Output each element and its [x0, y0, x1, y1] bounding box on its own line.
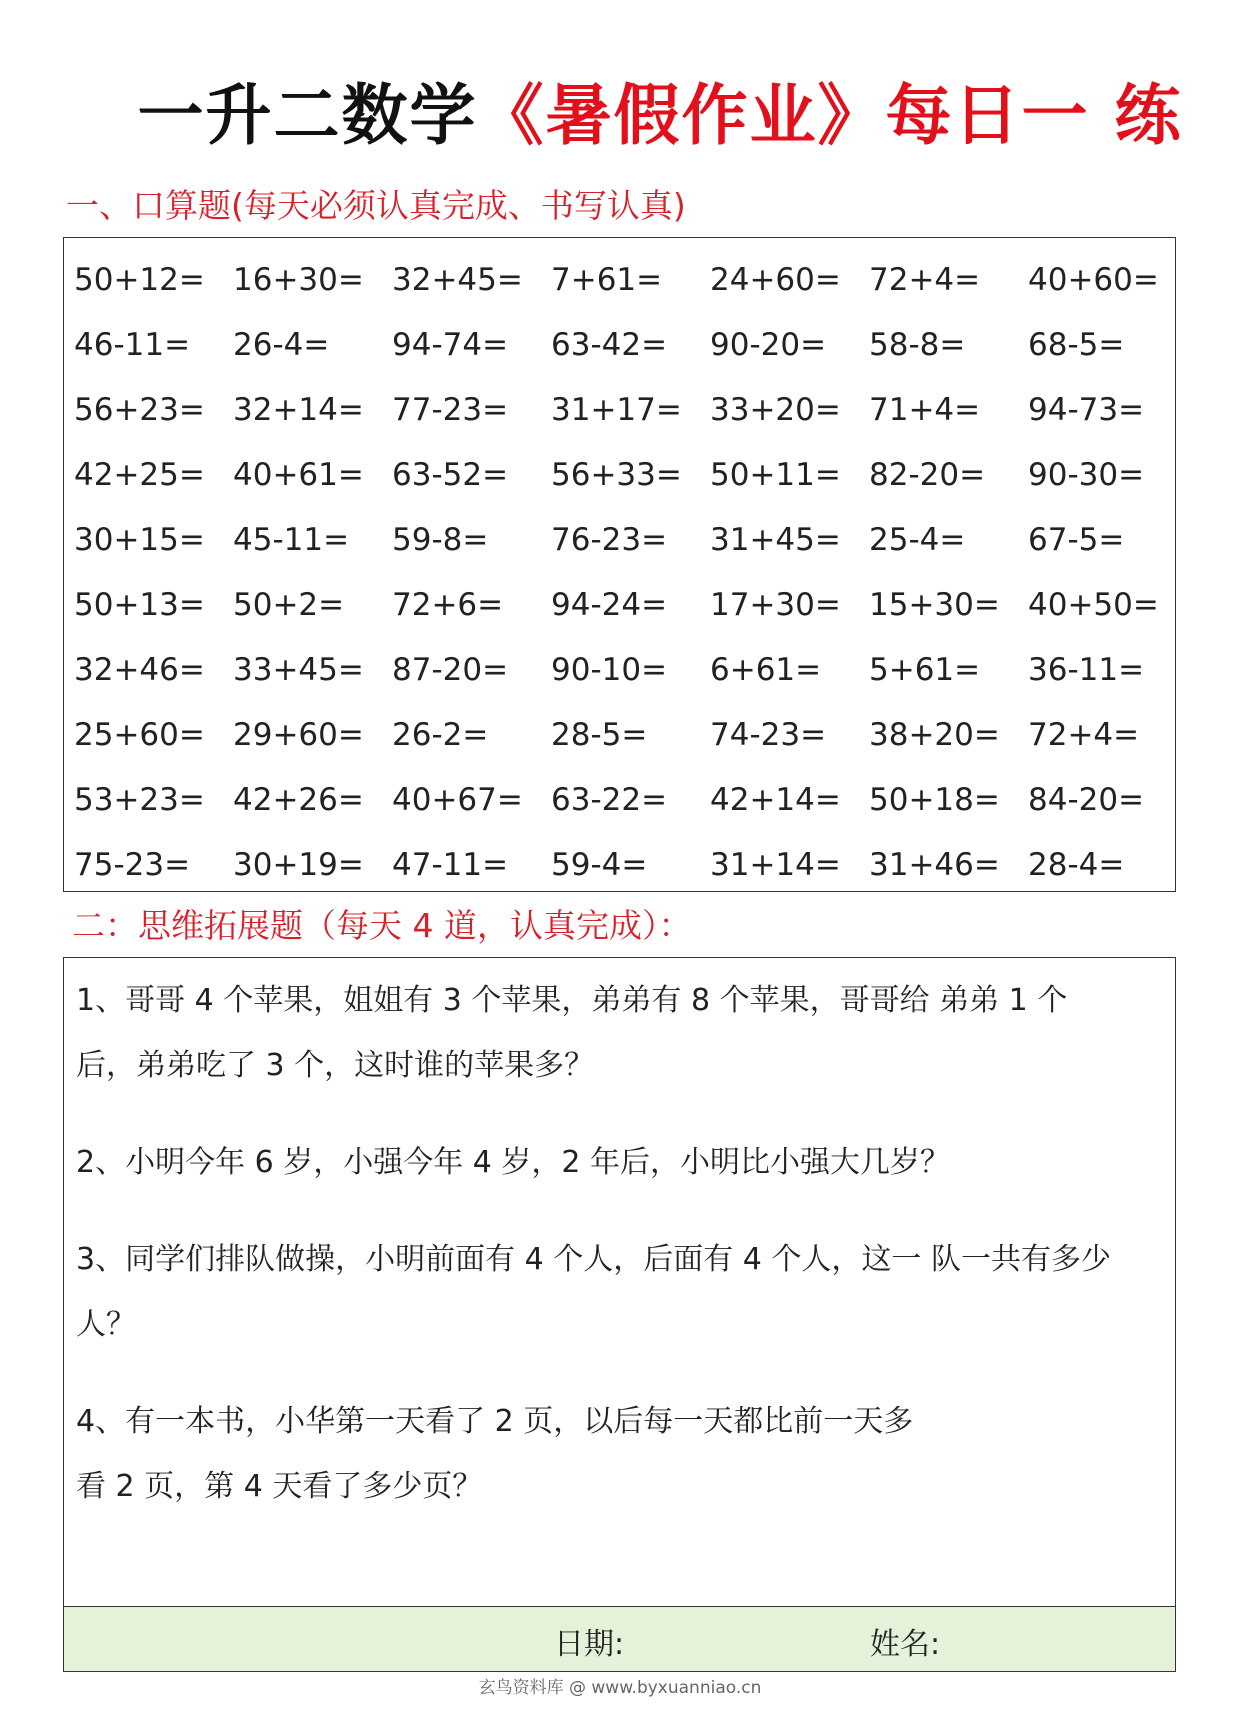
problem-4-line1: 4、有一本书，小华第一天看了 2 页，以后每一天都比前一天多 [76, 1404, 914, 1439]
calc-item: 47-11= [392, 847, 509, 883]
footer-band [64, 1606, 1175, 1671]
calc-item: 40+60= [1028, 262, 1159, 298]
calc-item: 32+14= [233, 392, 364, 428]
calc-item: 6+61= [710, 652, 822, 688]
calc-item: 45-11= [233, 522, 350, 558]
calc-item: 42+25= [74, 457, 205, 493]
problem-1-line2: 后，弟弟吃了 3 个，这时谁的苹果多？ [76, 1048, 595, 1083]
calc-item: 32+45= [392, 262, 523, 298]
calc-item: 33+45= [233, 652, 364, 688]
calc-item: 31+46= [869, 847, 1000, 883]
calc-item: 50+2= [233, 587, 345, 623]
calc-item: 90-10= [551, 652, 668, 688]
section2-heading: 二：思维拓展题（每天 4 道，认真完成）： [72, 906, 692, 945]
calc-item: 75-23= [74, 847, 191, 883]
calc-item: 50+13= [74, 587, 205, 623]
calc-item: 59-4= [551, 847, 648, 883]
title-highlight: 《暑假作业》每日一 练 [477, 77, 1183, 154]
calc-item: 53+23= [74, 782, 205, 818]
problem-3 [76, 1227, 1163, 1357]
calc-item: 94-24= [551, 587, 668, 623]
calc-item: 24+60= [710, 262, 841, 298]
calc-item: 94-74= [392, 327, 509, 363]
section1-heading: 一、口算题(每天必须认真完成、书写认真) [66, 186, 686, 225]
calc-item: 68-5= [1028, 327, 1125, 363]
calc-item: 7+61= [551, 262, 663, 298]
calc-item: 40+50= [1028, 587, 1159, 623]
calc-item: 42+14= [710, 782, 841, 818]
calc-item: 50+18= [869, 782, 1000, 818]
problem-3-line2: 人？ [76, 1307, 136, 1342]
calc-item: 58-8= [869, 327, 966, 363]
calc-item: 87-20= [392, 652, 509, 688]
calc-item: 31+17= [551, 392, 682, 428]
calc-item: 26-4= [233, 327, 330, 363]
problem-2 [76, 1130, 1163, 1195]
calc-item: 94-73= [1028, 392, 1145, 428]
calc-item: 36-11= [1028, 652, 1145, 688]
problem-2-line1: 2、小明今年 6 岁，小强今年 4 岁，2 年后，小明比小强大几岁？ [76, 1145, 951, 1180]
problem-4 [76, 1389, 1163, 1519]
watermark: 玄鸟资料库 @ www.byxuanniao.cn [478, 1678, 762, 1698]
calc-item: 72+4= [869, 262, 981, 298]
calc-item: 50+11= [710, 457, 841, 493]
calc-item: 15+30= [869, 587, 1000, 623]
calc-item: 25-4= [869, 522, 966, 558]
calc-item: 26-2= [392, 717, 489, 753]
calc-item: 28-4= [1028, 847, 1125, 883]
calc-item: 16+30= [233, 262, 364, 298]
page-title [0, 62, 1240, 157]
calc-item: 40+61= [233, 457, 364, 493]
name-label: 姓名: [870, 1627, 941, 1662]
date-label: 日期: [554, 1627, 625, 1662]
calc-item: 63-52= [392, 457, 509, 493]
calc-item: 40+67= [392, 782, 523, 818]
calc-item: 17+30= [710, 587, 841, 623]
calc-item: 76-23= [551, 522, 668, 558]
calc-item: 31+45= [710, 522, 841, 558]
calc-item: 28-5= [551, 717, 648, 753]
calc-item: 56+23= [74, 392, 205, 428]
word-problems-box [63, 957, 1176, 1672]
calc-item: 25+60= [74, 717, 205, 753]
calc-item: 90-30= [1028, 457, 1145, 493]
calc-item: 74-23= [710, 717, 827, 753]
calc-item: 72+4= [1028, 717, 1140, 753]
calc-item: 33+20= [710, 392, 841, 428]
calc-item: 71+4= [869, 392, 981, 428]
calc-item: 5+61= [869, 652, 981, 688]
calc-item: 84-20= [1028, 782, 1145, 818]
calc-item: 90-20= [710, 327, 827, 363]
calc-item: 31+14= [710, 847, 841, 883]
calc-item: 46-11= [74, 327, 191, 363]
calc-item: 63-42= [551, 327, 668, 363]
calc-item: 42+26= [233, 782, 364, 818]
calc-item: 59-8= [392, 522, 489, 558]
calc-item: 38+20= [869, 717, 1000, 753]
calc-item: 50+12= [74, 262, 205, 298]
calc-item: 30+15= [74, 522, 205, 558]
calc-item: 67-5= [1028, 522, 1125, 558]
problem-1 [76, 968, 1163, 1098]
word-problems-list [76, 968, 1163, 1519]
mental-math-grid [74, 248, 1187, 898]
mental-math-box [63, 237, 1176, 892]
problem-4-line2: 看 2 页，第 4 天看了多少页？ [76, 1469, 483, 1504]
calc-item: 29+60= [233, 717, 364, 753]
calc-item: 32+46= [74, 652, 205, 688]
calc-item: 30+19= [233, 847, 364, 883]
calc-item: 63-22= [551, 782, 668, 818]
calc-item: 77-23= [392, 392, 509, 428]
calc-item: 72+6= [392, 587, 504, 623]
problem-1-line1: 1、哥哥 4 个苹果，姐姐有 3 个苹果，弟弟有 8 个苹果，哥哥给 弟弟 1 个 [76, 983, 1068, 1018]
title-main: 一升二数学 [137, 77, 478, 154]
calc-item: 56+33= [551, 457, 682, 493]
calc-item: 82-20= [869, 457, 986, 493]
problem-3-line1: 3、同学们排队做操，小明前面有 4 个人，后面有 4 个人，这一 队一共有多少 [76, 1242, 1111, 1277]
